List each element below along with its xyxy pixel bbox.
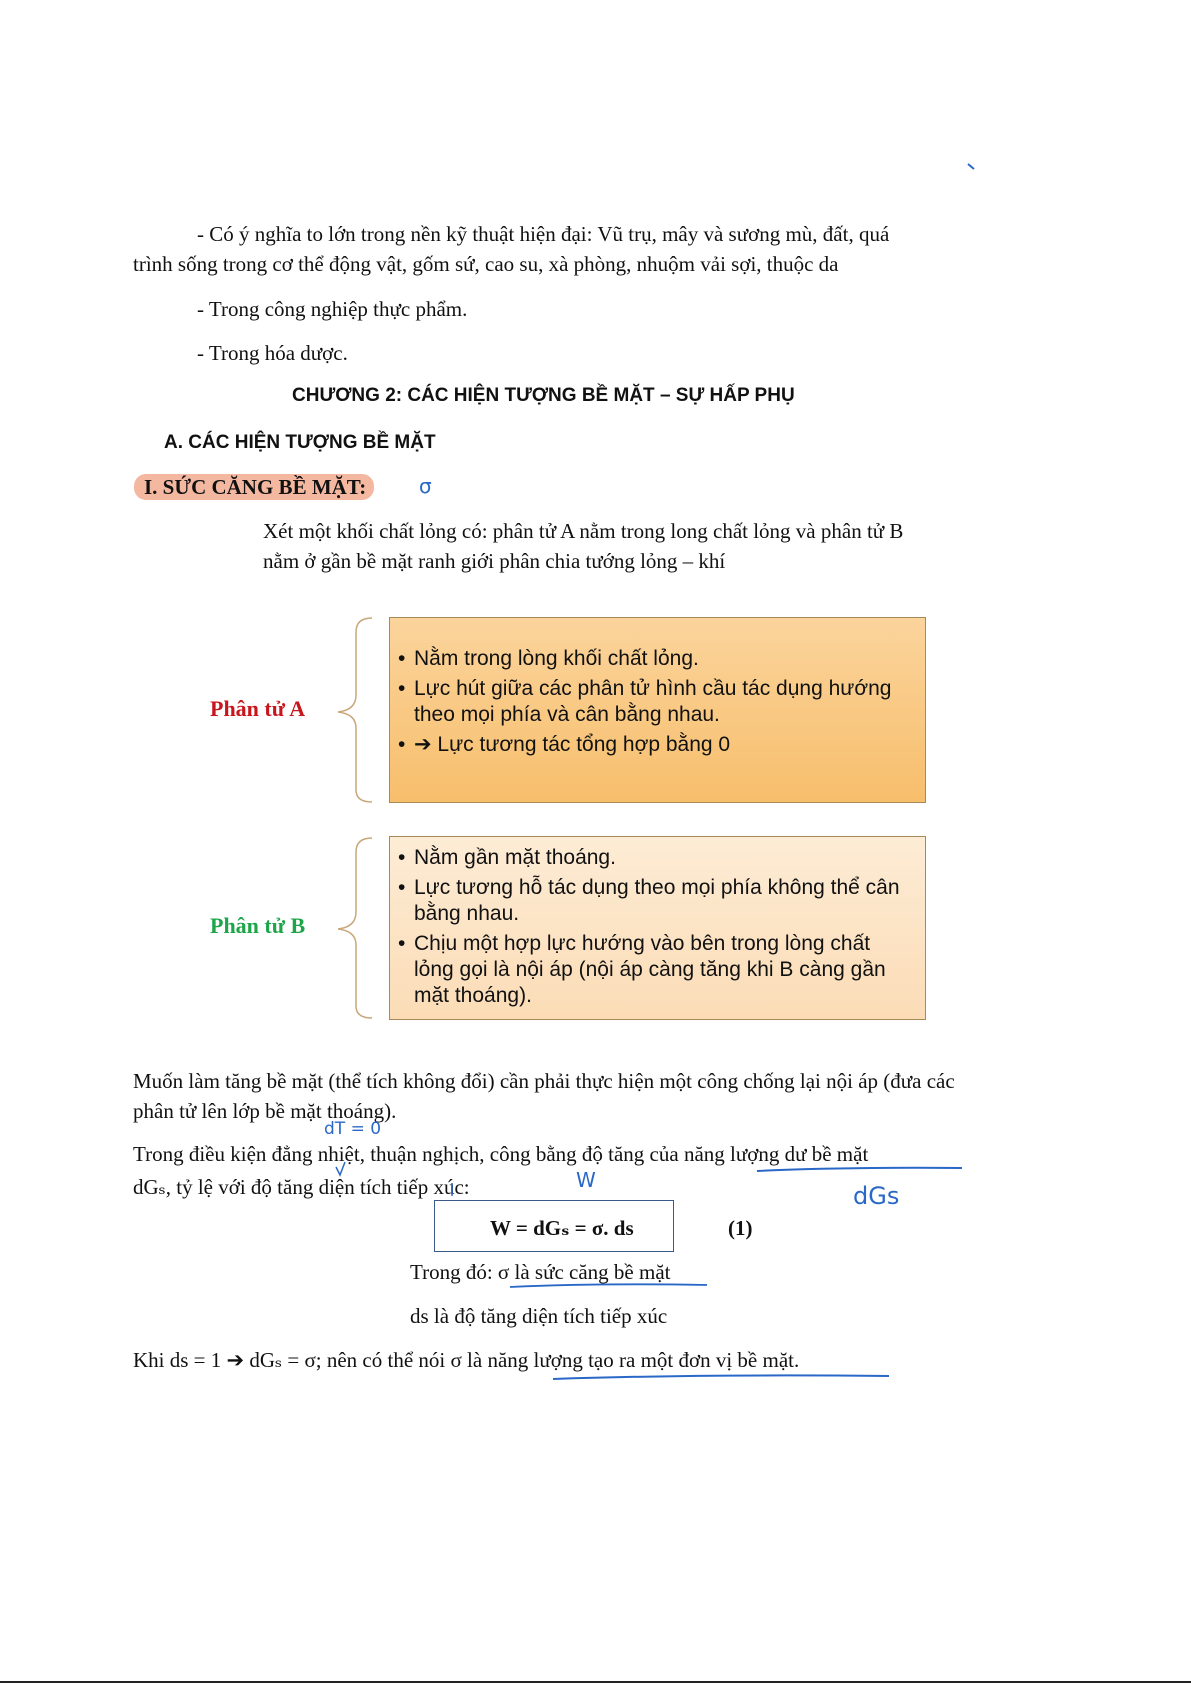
w-annotation: W [576, 1168, 596, 1192]
condition-line-2: dGₛ, tỷ lệ với độ tăng diện tích tiếp xúc: [133, 1175, 470, 1199]
underline-sigma [510, 1284, 707, 1287]
brace-a [338, 618, 372, 802]
underline-unit [553, 1375, 889, 1379]
consider-line-1: Xét một khối chất lỏng có: phân tử A nằm trong long chất lỏng và phân tử B [263, 519, 904, 543]
molecule-b-bullet: • Lực tương hỗ tác dụng theo mọi phía không thể cân bằng nhau. [398, 876, 900, 925]
sigma-annotation: σ [419, 474, 432, 498]
molecule-a-bullet: • Nằm trong lòng khối chất lỏng. [398, 647, 699, 670]
work-paragraph: Muốn làm tăng bề mặt (thể tích không đổi) cần phải thực hiện một công chống lại nội áp (đưa các phân tử lên lớp bề mặt thoáng). [133, 1069, 955, 1123]
molecule-a-label: Phân tử A [210, 696, 306, 721]
dgs-annotation: dGs [853, 1182, 900, 1210]
chapter-title: CHƯƠNG 2: CÁC HIỆN TƯỢNG BỀ MẶT – SỰ HẤP PHỤ [292, 385, 795, 406]
section-a-heading: A. CÁC HIỆN TƯỢNG BỀ MẶT [164, 432, 436, 453]
underline-energy [757, 1168, 962, 1171]
conclusion: Khi ds = 1 ➔ dGₛ = σ; nên có thể nói σ là năng lượng tạo ra một đơn vị bề mặt. [133, 1348, 800, 1372]
formula-number: (1) [728, 1216, 753, 1240]
molecule-a-bullet: • Lực hút giữa các phân tử hình cầu tác dụng hướng theo mọi phía và cân bằng nhau. [398, 677, 892, 726]
brace-b [338, 838, 372, 1018]
molecule-b-label: Phân tử B [210, 913, 306, 938]
molecule-b-bullet: • Chịu một hợp lực hướng vào bên trong lòng chất lỏng gọi là nội áp (nội áp càng tăng khi B càng gần mặt thoáng). [398, 932, 886, 1007]
molecule-a-bullet: • ➔ Lực tương tác tổng hợp bằng 0 [398, 733, 731, 756]
section-1-heading: I. SỨC CĂNG BỀ MẶT: [134, 474, 374, 500]
ink-tick-dat [336, 1162, 345, 1175]
consider-line-2: nằm ở gần bề mặt ranh giới phân chia tướng lỏng – khí [263, 549, 726, 573]
ink-tick-top [968, 164, 974, 169]
where-sigma: Trong đó: σ là sức căng bề mặt [410, 1260, 671, 1284]
intro-line-2: trình sống trong cơ thể động vật, gốm sứ, cao su, xà phòng, nhuộm vải sợi, thuộc da [133, 252, 839, 276]
molecule-b-bullet: • Nằm gần mặt thoáng. [398, 846, 616, 869]
intro-item-pharma: - Trong hóa dược. [197, 341, 348, 365]
intro-line-1: - Có ý nghĩa to lớn trong nền kỹ thuật hiện đại: Vũ trụ, mây và sương mù, đất, quá [197, 222, 890, 246]
condition-line-1: Trong điều kiện đẳng nhiệt, thuận nghịch, công bằng độ tăng của năng lượng dư bề mặt [133, 1142, 869, 1166]
intro-item-food: - Trong công nghiệp thực phẩm. [197, 297, 468, 321]
where-ds: ds là độ tăng diện tích tiếp xúc [410, 1304, 668, 1328]
formula: W = dGₛ = σ. ds [490, 1216, 634, 1240]
dt-annotation: dT = 0 [324, 1119, 382, 1139]
